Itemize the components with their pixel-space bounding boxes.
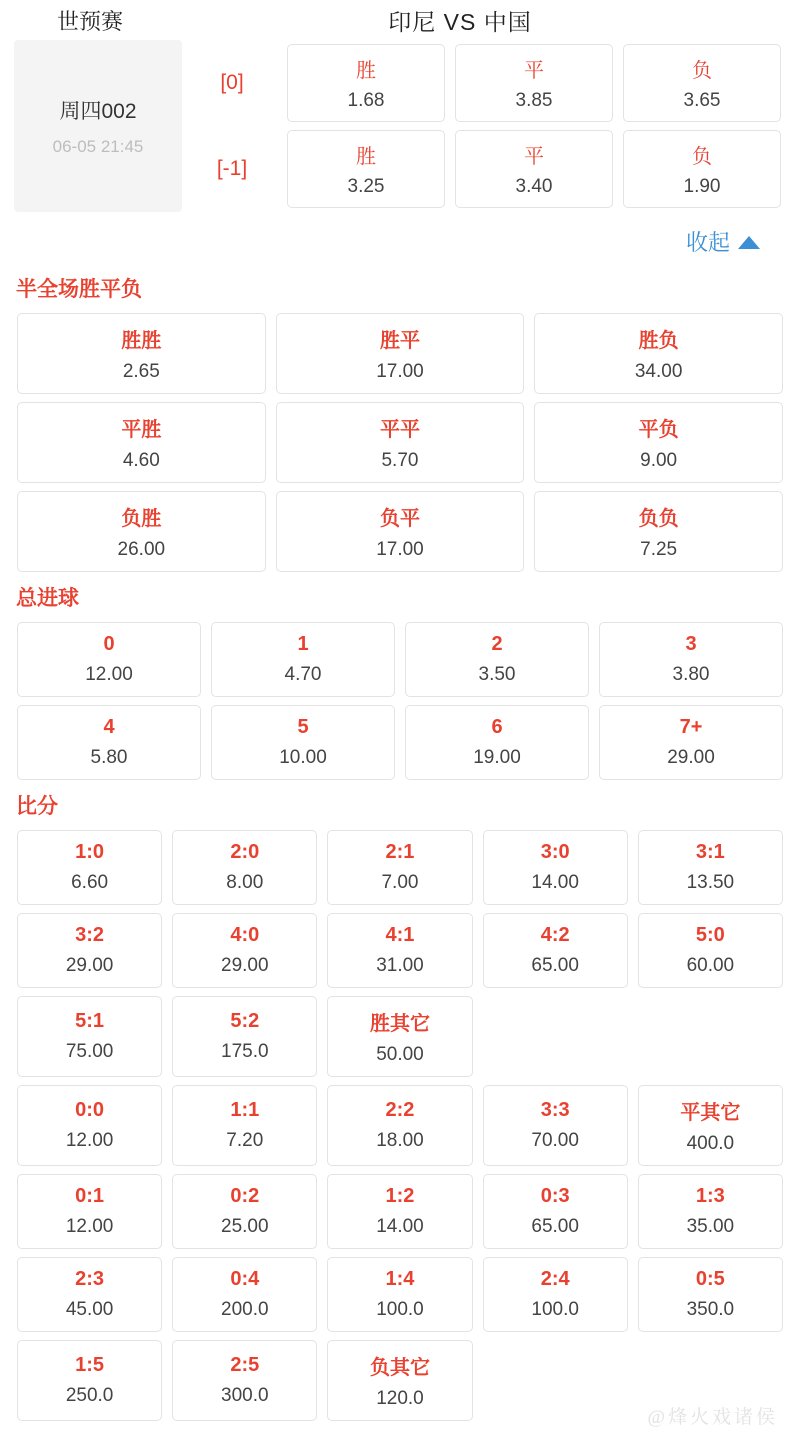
odds-label: 4 <box>103 716 115 738</box>
odds-cell-draw-0[interactable] <box>455 44 613 122</box>
odds-value: 25.00 <box>221 1216 269 1237</box>
odds-label: 0:5 <box>695 1268 725 1290</box>
odds-label: 0 <box>103 633 115 655</box>
odds-value: 70.00 <box>531 1130 579 1151</box>
odds-value: 75.00 <box>65 1041 114 1062</box>
odds-value: 45.00 <box>65 1299 114 1320</box>
odds-label: 负其它 <box>369 1357 430 1379</box>
odds-cell[interactable] <box>327 913 472 988</box>
odds-value: 17.00 <box>376 539 424 560</box>
odds-row-1 <box>282 126 786 212</box>
odds-cell[interactable] <box>483 913 628 988</box>
odds-label: 0:3 <box>540 1185 570 1207</box>
odds-cell[interactable] <box>211 622 395 697</box>
section-grid <box>0 618 800 784</box>
grid-spacer <box>483 1340 628 1421</box>
odds-cell[interactable] <box>17 705 201 780</box>
odds-cell[interactable] <box>405 622 589 697</box>
odds-value: 3.85 <box>515 90 553 111</box>
odds-label: 平胜 <box>121 419 162 441</box>
odds-cell[interactable] <box>172 996 317 1077</box>
odds-label: 3:2 <box>75 924 105 946</box>
odds-cell[interactable] <box>172 1257 317 1332</box>
handicap-column <box>182 40 282 212</box>
odds-label: 负负 <box>638 508 679 530</box>
odds-value: 4.70 <box>284 664 322 685</box>
odds-label: 平负 <box>638 419 679 441</box>
odds-label: 1:3 <box>695 1185 725 1207</box>
odds-label: 胜负 <box>638 330 679 352</box>
odds-value: 50.00 <box>376 1044 424 1065</box>
odds-label: 2:4 <box>540 1268 570 1290</box>
odds-value: 7.25 <box>640 539 678 560</box>
odds-label: 平平 <box>379 419 420 441</box>
odds-value: 26.00 <box>117 539 166 560</box>
odds-value: 300.0 <box>221 1385 269 1406</box>
odds-cell[interactable] <box>17 1257 162 1332</box>
odds-value: 12.00 <box>85 664 133 685</box>
odds-label: 2:2 <box>385 1099 415 1121</box>
grid-spacer <box>638 996 783 1077</box>
odds-cell-win-0[interactable] <box>287 44 445 122</box>
odds-value: 400.0 <box>686 1133 735 1154</box>
odds-label: 3:1 <box>695 841 725 863</box>
odds-value: 34.00 <box>634 361 683 382</box>
odds-cell[interactable] <box>327 1257 472 1332</box>
odds-value: 3.25 <box>347 176 385 197</box>
odds-value: 5.80 <box>90 747 128 768</box>
odds-cell[interactable] <box>17 1174 162 1249</box>
odds-value: 29.00 <box>667 747 715 768</box>
odds-value: 2.65 <box>122 361 160 382</box>
odds-cell[interactable] <box>17 313 266 394</box>
section-title: 总进球 <box>16 587 79 610</box>
odds-value: 14.00 <box>376 1216 424 1237</box>
odds-label: 4:2 <box>540 924 570 946</box>
odds-label: 平 <box>524 146 544 168</box>
odds-value: 35.00 <box>686 1216 735 1237</box>
odds-label: 0:4 <box>230 1268 260 1290</box>
odds-value: 3.40 <box>515 176 553 197</box>
odds-cell[interactable] <box>17 996 162 1077</box>
odds-cell[interactable] <box>405 705 589 780</box>
odds-label: 1:2 <box>385 1185 415 1207</box>
odds-label: 1:1 <box>230 1099 260 1121</box>
odds-cell-draw-1[interactable] <box>455 130 613 208</box>
odds-label: 2 <box>491 633 503 655</box>
section-title: 半全场胜平负 <box>16 278 142 301</box>
odds-cell[interactable] <box>638 1257 783 1332</box>
odds-value: 7.00 <box>381 872 419 893</box>
odds-label: 负平 <box>379 508 420 530</box>
collapse-toggle[interactable] <box>0 212 800 267</box>
odds-label: 2:5 <box>230 1354 260 1376</box>
odds-value: 17.00 <box>376 361 424 382</box>
odds-cell[interactable] <box>534 402 783 483</box>
odds-cell[interactable] <box>327 1085 472 1166</box>
main-odds-grid <box>282 40 786 212</box>
watermark: @烽火戏诸侯 <box>647 1407 778 1428</box>
odds-cell[interactable] <box>599 705 783 780</box>
odds-cell[interactable] <box>17 1085 162 1166</box>
odds-value: 100.0 <box>531 1299 579 1320</box>
match-number: 周四002 <box>59 100 137 123</box>
odds-cell-win-1[interactable] <box>287 130 445 208</box>
match-title: 印尼 VS 中国 <box>388 8 532 35</box>
odds-value: 350.0 <box>686 1299 735 1320</box>
odds-value: 1.90 <box>683 176 721 197</box>
odds-cell[interactable] <box>483 1085 628 1166</box>
odds-value: 4.60 <box>122 450 160 471</box>
odds-cell[interactable] <box>638 830 783 905</box>
odds-cell[interactable] <box>638 913 783 988</box>
main-odds-block <box>0 40 800 212</box>
odds-label: 3:3 <box>540 1099 570 1121</box>
odds-label: 0:1 <box>75 1185 105 1207</box>
odds-cell[interactable] <box>17 1340 162 1421</box>
handicap-0: [0] <box>220 71 244 94</box>
odds-label: 0:2 <box>230 1185 260 1207</box>
odds-cell[interactable] <box>534 313 783 394</box>
odds-value: 3.50 <box>478 664 516 685</box>
odds-cell[interactable] <box>17 830 162 905</box>
odds-label: 1:4 <box>385 1268 415 1290</box>
odds-label: 2:3 <box>75 1268 105 1290</box>
odds-value: 7.20 <box>226 1130 264 1151</box>
odds-value: 14.00 <box>531 872 579 893</box>
section-grid <box>0 309 800 576</box>
odds-cell[interactable] <box>276 313 525 394</box>
odds-value: 250.0 <box>65 1385 114 1406</box>
odds-cell[interactable] <box>172 830 317 905</box>
odds-label: 2:0 <box>230 841 260 863</box>
odds-label: 胜胜 <box>121 330 162 352</box>
odds-label: 平其它 <box>680 1102 741 1124</box>
odds-cell[interactable] <box>483 1174 628 1249</box>
odds-cell[interactable] <box>17 622 201 697</box>
odds-value: 18.00 <box>376 1130 424 1151</box>
handicap-1: [-1] <box>216 157 248 180</box>
odds-label: 7+ <box>679 716 703 738</box>
odds-sections <box>0 267 800 1425</box>
odds-label: 胜 <box>356 60 376 82</box>
odds-cell[interactable] <box>17 913 162 988</box>
odds-label: 4:0 <box>230 924 260 946</box>
odds-cell[interactable] <box>599 622 783 697</box>
odds-value: 200.0 <box>221 1299 269 1320</box>
odds-cell[interactable] <box>276 491 525 572</box>
odds-cell[interactable] <box>638 1085 783 1166</box>
odds-value: 1.68 <box>347 90 385 111</box>
odds-value: 100.0 <box>376 1299 424 1320</box>
odds-label: 负 <box>692 146 712 168</box>
odds-label: 5:1 <box>75 1010 105 1032</box>
odds-label: 5:2 <box>230 1010 260 1032</box>
odds-cell[interactable] <box>17 402 266 483</box>
odds-cell-lose-1[interactable] <box>623 130 781 208</box>
odds-row-0 <box>282 40 786 126</box>
odds-cell[interactable] <box>483 1257 628 1332</box>
odds-label: 1:0 <box>75 841 105 863</box>
match-info[interactable] <box>14 40 182 212</box>
chevron-up-icon <box>738 236 760 249</box>
odds-label: 3 <box>685 633 697 655</box>
page-header <box>0 0 800 40</box>
odds-label: 5:0 <box>695 924 725 946</box>
odds-value: 12.00 <box>65 1130 114 1151</box>
odds-label: 1:5 <box>75 1354 105 1376</box>
odds-label: 6 <box>491 716 503 738</box>
odds-cell[interactable] <box>172 1174 317 1249</box>
odds-label: 胜平 <box>379 330 420 352</box>
odds-cell[interactable] <box>172 1340 317 1421</box>
odds-value: 65.00 <box>531 955 579 976</box>
odds-value: 65.00 <box>531 1216 579 1237</box>
odds-cell[interactable] <box>327 1340 472 1421</box>
collapse-label: 收起 <box>685 230 730 255</box>
grid-spacer <box>483 996 628 1077</box>
odds-cell[interactable] <box>327 996 472 1077</box>
odds-value: 19.00 <box>473 747 521 768</box>
odds-cell[interactable] <box>327 1174 472 1249</box>
odds-label: 平 <box>524 60 544 82</box>
odds-value: 3.80 <box>672 664 710 685</box>
odds-value: 29.00 <box>65 955 114 976</box>
odds-value: 12.00 <box>65 1216 114 1237</box>
odds-cell[interactable] <box>638 1174 783 1249</box>
odds-value: 5.70 <box>381 450 419 471</box>
odds-cell[interactable] <box>534 491 783 572</box>
section-title: 比分 <box>16 795 58 818</box>
odds-label: 0:0 <box>75 1099 105 1121</box>
odds-label: 3:0 <box>540 841 570 863</box>
odds-value: 6.60 <box>71 872 109 893</box>
odds-value: 60.00 <box>686 955 735 976</box>
odds-value: 120.0 <box>376 1388 424 1409</box>
odds-value: 29.00 <box>221 955 269 976</box>
odds-value: 10.00 <box>279 747 327 768</box>
odds-cell[interactable] <box>483 830 628 905</box>
odds-label: 胜其它 <box>369 1013 430 1035</box>
odds-label: 1 <box>297 633 309 655</box>
odds-value: 3.65 <box>683 90 721 111</box>
odds-cell[interactable] <box>172 913 317 988</box>
odds-cell[interactable] <box>327 830 472 905</box>
odds-value: 31.00 <box>376 955 424 976</box>
odds-value: 8.00 <box>226 872 264 893</box>
odds-value: 13.50 <box>686 872 735 893</box>
odds-cell-lose-0[interactable] <box>623 44 781 122</box>
odds-cell[interactable] <box>172 1085 317 1166</box>
odds-value: 175.0 <box>221 1041 269 1062</box>
league-name: 世预赛 <box>56 8 123 34</box>
odds-label: 负胜 <box>121 508 162 530</box>
odds-value: 9.00 <box>640 450 678 471</box>
section-grid <box>0 826 800 1425</box>
odds-label: 负 <box>692 60 712 82</box>
odds-cell[interactable] <box>211 705 395 780</box>
odds-label: 4:1 <box>385 924 415 946</box>
match-time: 06-05 21:45 <box>52 137 144 156</box>
odds-cell[interactable] <box>276 402 525 483</box>
odds-label: 胜 <box>356 146 376 168</box>
odds-cell[interactable] <box>17 491 266 572</box>
odds-label: 2:1 <box>385 841 415 863</box>
odds-label: 5 <box>297 716 309 738</box>
